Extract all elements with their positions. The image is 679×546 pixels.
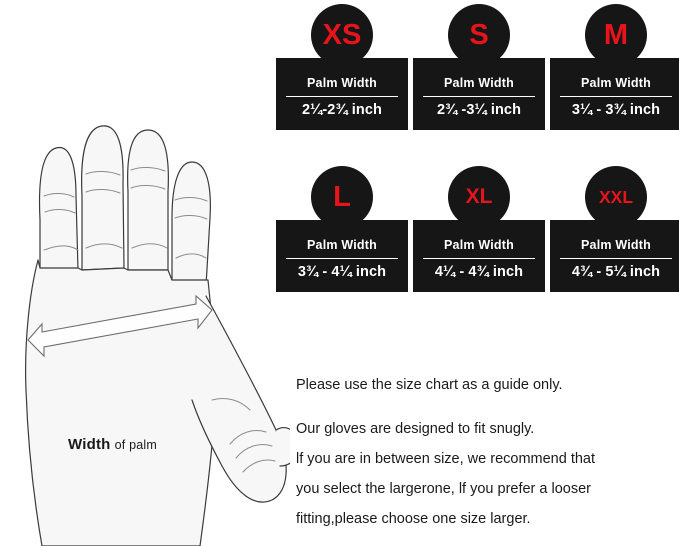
size-value-l: 3¾ - 4¼ inch — [297, 264, 387, 280]
size-value-m: 3¼ - 3¾ inch — [571, 102, 661, 118]
size-chart — [276, 0, 679, 310]
note-spacer — [296, 400, 674, 414]
size-box-xs — [276, 58, 408, 130]
size-badge-s: S — [448, 4, 510, 66]
size-value-xxl: 4¾ - 5¼ inch — [571, 264, 661, 280]
size-metric-label-xl: Palm Width — [444, 238, 514, 252]
size-cell-xl — [413, 166, 545, 311]
size-box-divider — [286, 96, 398, 97]
size-badge-xl: XL — [448, 166, 510, 228]
size-cell-xxl — [550, 166, 679, 311]
size-box-divider — [423, 258, 535, 259]
size-metric-label-m: Palm Width — [581, 76, 651, 90]
note-line-2: Our gloves are designed to fit snugly. — [296, 421, 535, 437]
size-box-s — [413, 58, 545, 130]
size-cell-l — [276, 166, 408, 311]
size-badge-xs: XS — [311, 4, 373, 66]
size-badge-l: L — [311, 166, 373, 228]
size-chart-notes — [296, 370, 674, 534]
palm-width-label — [68, 436, 198, 453]
size-badge-m: M — [585, 4, 647, 66]
size-chart-row — [276, 4, 679, 149]
size-value-s: 2¾ -3¼ inch — [436, 102, 522, 118]
size-value-xs: 2¼-2¾ inch — [302, 102, 382, 118]
note-line-1: Please use the size chart as a guide only. — [296, 377, 563, 393]
size-metric-label-l: Palm Width — [307, 238, 377, 252]
palm-width-label-bold: Width — [68, 436, 111, 453]
note-line-3: lf you are in between size, we recommend that — [296, 451, 596, 467]
note-line-4: you select the largerone, lf you prefer a looser — [296, 481, 591, 497]
size-box-l — [276, 220, 408, 292]
size-box-xl — [413, 220, 545, 292]
size-value-xl: 4¼ - 4¾ inch — [434, 264, 524, 280]
palm-width-label-rest: of palm — [114, 438, 158, 452]
size-chart-row — [276, 166, 679, 311]
size-box-divider — [423, 96, 535, 97]
size-cell-xs — [276, 4, 408, 149]
size-metric-label-xxl: Palm Width — [581, 238, 651, 252]
hand-diagram — [0, 100, 290, 546]
size-box-divider — [286, 258, 398, 259]
size-badge-xxl: XXL — [585, 166, 647, 228]
size-box-xxl — [550, 220, 679, 292]
note-line-5: fitting,please choose one size larger. — [296, 511, 531, 527]
size-metric-label-xs: Palm Width — [307, 76, 377, 90]
size-cell-s — [413, 4, 545, 149]
size-box-m — [550, 58, 679, 130]
size-metric-label-s: Palm Width — [444, 76, 514, 90]
size-box-divider — [560, 96, 672, 97]
size-box-divider — [560, 258, 672, 259]
size-cell-m — [550, 4, 679, 149]
